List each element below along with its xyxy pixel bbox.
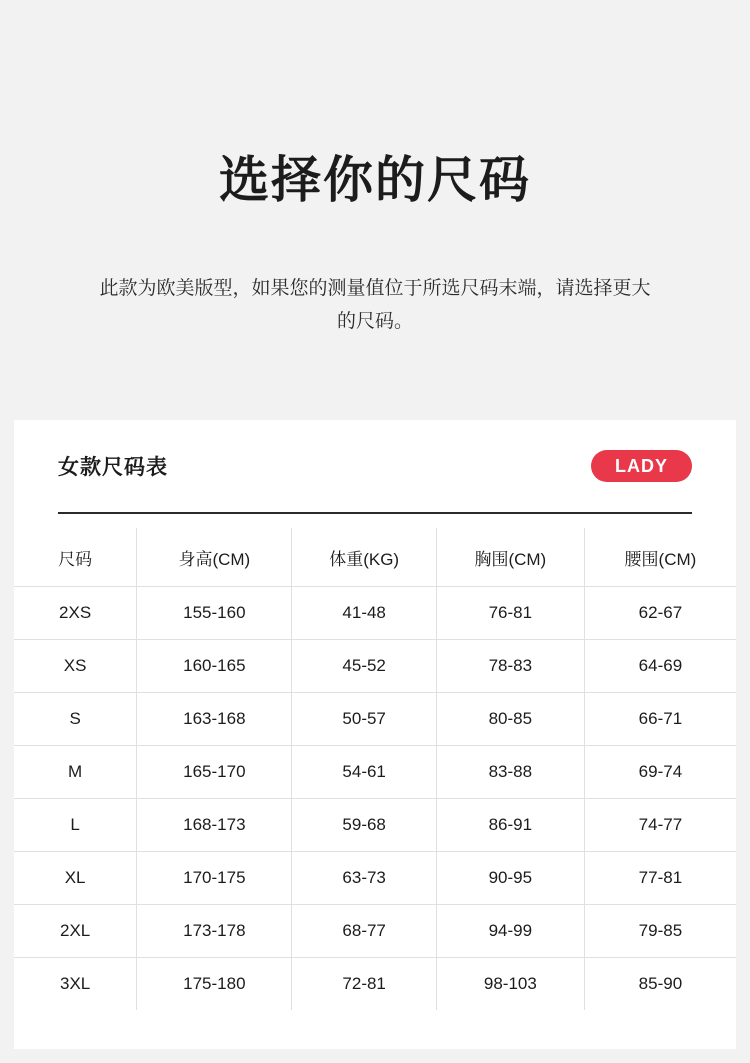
cell-waist: 62-67 <box>584 587 736 640</box>
cell-height: 155-160 <box>137 587 292 640</box>
cell-size: 3XL <box>14 958 137 1011</box>
cell-weight: 50-57 <box>292 693 436 746</box>
column-header-bust: 胸围(CM) <box>436 528 584 587</box>
table-row <box>14 958 736 1011</box>
table-row <box>14 640 736 693</box>
table-row <box>14 852 736 905</box>
cell-size: L <box>14 799 137 852</box>
cell-bust: 94-99 <box>436 905 584 958</box>
cell-weight: 68-77 <box>292 905 436 958</box>
table-row <box>14 905 736 958</box>
cell-height: 163-168 <box>137 693 292 746</box>
cell-weight: 72-81 <box>292 958 436 1011</box>
cell-weight: 45-52 <box>292 640 436 693</box>
cell-waist: 74-77 <box>584 799 736 852</box>
table-row <box>14 587 736 640</box>
cell-size: 2XL <box>14 905 137 958</box>
cell-bust: 80-85 <box>436 693 584 746</box>
column-header-height: 身高(CM) <box>137 528 292 587</box>
cell-size: M <box>14 746 137 799</box>
size-table-head <box>14 528 736 587</box>
cell-size: XL <box>14 852 137 905</box>
page-subtitle: 此款为欧美版型，如果您的测量值位于所选尺码末端，请选择更大的尺码。 <box>99 278 651 333</box>
cell-weight: 54-61 <box>292 746 436 799</box>
column-header-waist: 腰围(CM) <box>584 528 736 587</box>
size-table <box>14 528 736 1010</box>
lady-badge: LADY <box>591 450 692 482</box>
table-row <box>14 693 736 746</box>
cell-bust: 86-91 <box>436 799 584 852</box>
cell-size: XS <box>14 640 137 693</box>
table-row <box>14 746 736 799</box>
cell-bust: 90-95 <box>436 852 584 905</box>
cell-weight: 59-68 <box>292 799 436 852</box>
cell-bust: 83-88 <box>436 746 584 799</box>
cell-height: 173-178 <box>137 905 292 958</box>
cell-bust: 78-83 <box>436 640 584 693</box>
cell-waist: 64-69 <box>584 640 736 693</box>
cell-weight: 41-48 <box>292 587 436 640</box>
size-table-wrapper <box>14 514 736 1010</box>
size-table-body <box>14 587 736 1011</box>
cell-size: S <box>14 693 137 746</box>
cell-waist: 69-74 <box>584 746 736 799</box>
cell-height: 175-180 <box>137 958 292 1011</box>
cell-waist: 77-81 <box>584 852 736 905</box>
cell-height: 170-175 <box>137 852 292 905</box>
size-chart-title: 女款尺码表 <box>58 456 168 479</box>
column-header-weight: 体重(KG) <box>292 528 436 587</box>
cell-height: 168-173 <box>137 799 292 852</box>
page-heading <box>0 0 750 339</box>
cell-height: 160-165 <box>137 640 292 693</box>
cell-height: 165-170 <box>137 746 292 799</box>
page-title: 选择你的尺码 <box>219 152 531 208</box>
cell-size: 2XS <box>14 587 137 640</box>
cell-waist: 79-85 <box>584 905 736 958</box>
cell-waist: 85-90 <box>638 974 683 993</box>
cell-bust: 98-103 <box>436 958 584 1011</box>
size-chart-card <box>14 420 736 1049</box>
cell-waist: 66-71 <box>584 693 736 746</box>
table-header-row <box>14 528 736 587</box>
cell-bust: 76-81 <box>436 587 584 640</box>
size-chart-header <box>14 420 736 512</box>
column-header-size: 尺码 <box>14 528 137 587</box>
cell-weight: 63-73 <box>292 852 436 905</box>
table-row <box>14 799 736 852</box>
